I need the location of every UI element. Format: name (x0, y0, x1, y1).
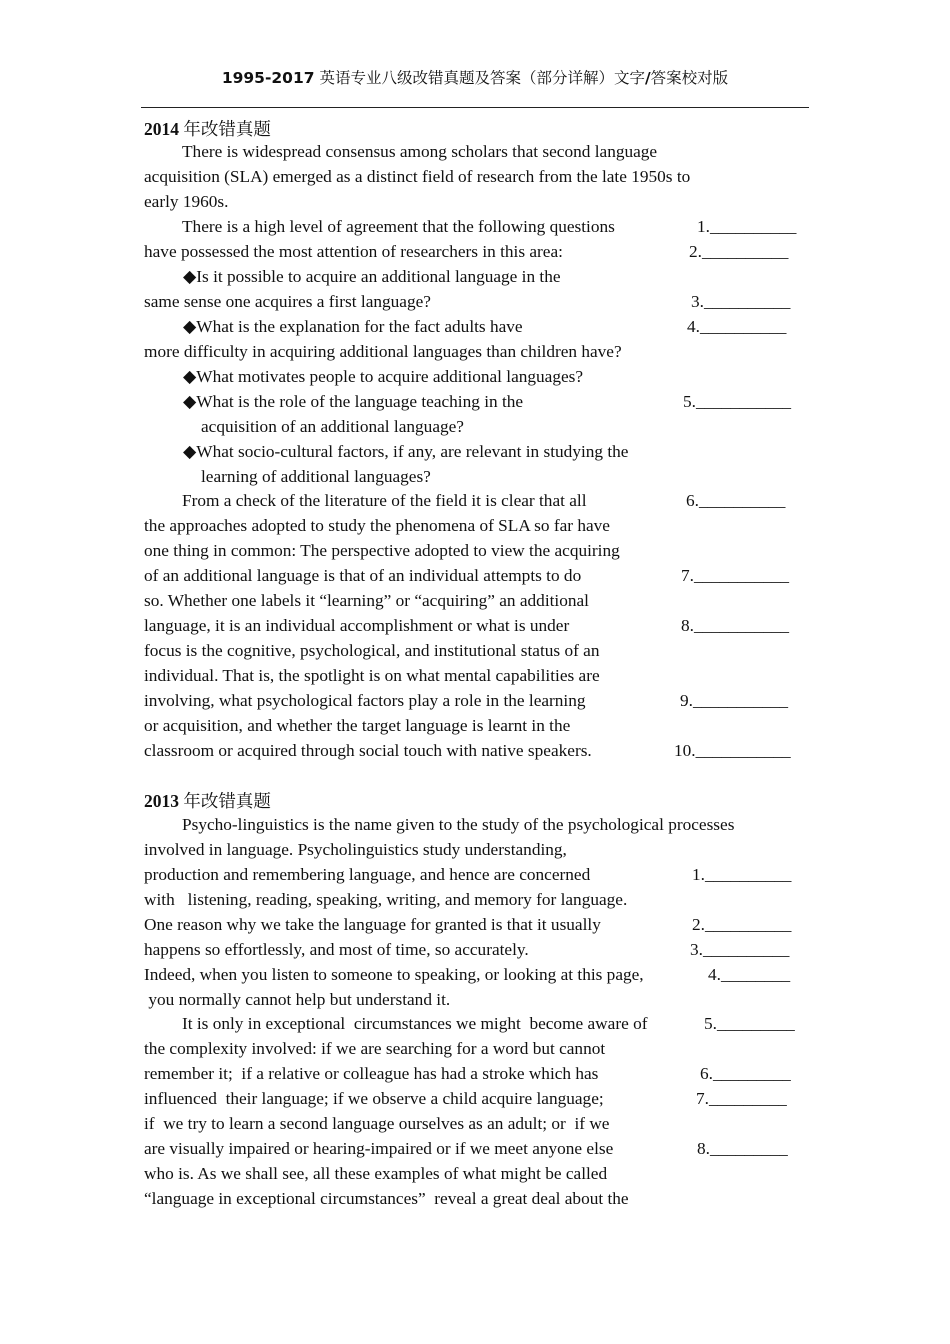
section-year: 2014 (144, 119, 179, 139)
answer-blank-8[interactable]: 8.___________ (681, 616, 790, 635)
answer-blank-10[interactable]: 10.___________ (674, 741, 791, 760)
text-line: happens so effortlessly, and most of time, so accurately. (144, 940, 529, 959)
answer-blank-4[interactable]: 4.__________ (687, 317, 787, 336)
header-slash: / (644, 69, 651, 87)
answer-blank-3[interactable]: 3.__________ (691, 292, 791, 311)
text-line: There is a high level of agreement that the following questions (182, 217, 615, 236)
text-line: Indeed, when you listen to someone to speaking, or looking at this page, (144, 965, 644, 984)
answer-blank-1[interactable]: 1.__________ (692, 865, 792, 884)
answer-blank-6[interactable]: 6.__________ (686, 491, 786, 510)
text-line: influenced their language; if we observe a child acquire language; (144, 1089, 604, 1108)
text-line: Psycho-linguistics is the name given to the study of the psychological processes (182, 815, 735, 834)
text-line: have possessed the most attention of researchers in this area: (144, 242, 563, 261)
text-line: acquisition (SLA) emerged as a distinct field of research from the late 1950s to (144, 167, 691, 186)
text-line: same sense one acquires a first language? (144, 292, 431, 311)
bullet-question: ◆What motivates people to acquire additional languages? (183, 367, 584, 386)
answer-blank-8[interactable]: 8._________ (697, 1139, 788, 1158)
section-year: 2013 (144, 791, 179, 811)
text-line: involved in language. Psycholinguistics study understanding, (144, 840, 567, 859)
text-line: the approaches adopted to study the phenomena of SLA so far have (144, 516, 610, 535)
text-line: “language in exceptional circumstances” reveal a great deal about the (144, 1189, 629, 1208)
bullet-question: ◆What is the explanation for the fact adults have (183, 317, 523, 336)
text-line: individual. That is, the spotlight is on what mental capabilities are (144, 666, 600, 685)
answer-blank-4[interactable]: 4.________ (708, 965, 791, 984)
text-line: focus is the cognitive, psychological, and institutional status of an (144, 641, 600, 660)
text-line: From a check of the literature of the field it is clear that all (182, 491, 587, 510)
text-line: more difficulty in acquiring additional languages than children have? (144, 342, 622, 361)
text-line: the complexity involved: if we are searching for a word but cannot (144, 1039, 606, 1058)
text-line: if we try to learn a second language ourselves as an adult; or if we (144, 1114, 610, 1133)
text-line: There is widespread consensus among scholars that second language (182, 142, 658, 161)
text-line: learning of additional languages? (201, 467, 431, 486)
header-years: 1995-2017 (221, 69, 315, 87)
bullet-question: ◆What is the role of the language teaching in the (183, 392, 524, 411)
section-title-2013 (144, 788, 271, 813)
answer-blank-7[interactable]: 7.___________ (681, 566, 790, 585)
section-title-2014 (144, 116, 271, 141)
text-line: production and remembering language, and hence are concerned (144, 865, 591, 884)
text-line: remember it; if a relative or colleague has had a stroke which has (144, 1064, 599, 1083)
header-tail: 答案校对版 (650, 69, 729, 87)
text-line: early 1960s. (144, 192, 229, 211)
header-title: 英语专业八级改错真题及答案（部分详解）文字 (319, 69, 645, 87)
answer-blank-9[interactable]: 9.___________ (680, 691, 789, 710)
text-line: involving, what psychological factors play a role in the learning (144, 691, 586, 710)
answer-blank-7[interactable]: 7._________ (696, 1089, 787, 1108)
answer-blank-5[interactable]: 5.___________ (683, 392, 792, 411)
text-line: classroom or acquired through social touch with native speakers. (144, 741, 592, 760)
bullet-question: ◆Is it possible to acquire an additional language in the (183, 267, 561, 286)
text-line: so. Whether one labels it “learning” or “acquiring” an additional (144, 591, 589, 610)
text-line: One reason why we take the language for granted is that it usually (144, 915, 601, 934)
answer-blank-2[interactable]: 2.__________ (689, 242, 789, 261)
section-label: 年改错真题 (183, 119, 271, 139)
text-line: or acquisition, and whether the target language is learnt in the (144, 716, 571, 735)
answer-blank-5[interactable]: 5._________ (704, 1014, 795, 1033)
text-line: you normally cannot help but understand it. (144, 990, 451, 1009)
text-line: who is. As we shall see, all these examples of what might be called (144, 1164, 608, 1183)
page-header (0, 66, 950, 88)
text-line: of an additional language is that of an individual attempts to do (144, 566, 582, 585)
answer-blank-6[interactable]: 6._________ (700, 1064, 791, 1083)
bullet-question: ◆What socio-cultural factors, if any, are relevant in studying the (183, 442, 629, 461)
text-line: one thing in common: The perspective adopted to view the acquiring (144, 541, 620, 560)
text-line: It is only in exceptional circumstances we might become aware of (182, 1014, 648, 1033)
text-line: with listening, reading, speaking, writing, and memory for language. (144, 890, 628, 909)
section-label: 年改错真题 (183, 791, 271, 811)
text-line: language, it is an individual accomplishment or what is under (144, 616, 570, 635)
text-line: acquisition of an additional language? (201, 417, 464, 436)
answer-blank-3[interactable]: 3.__________ (690, 940, 790, 959)
answer-blank-2[interactable]: 2.__________ (692, 915, 792, 934)
header-rule (141, 107, 809, 108)
answer-blank-1[interactable]: 1.__________ (697, 217, 797, 236)
text-line: are visually impaired or hearing-impaired or if we meet anyone else (144, 1139, 614, 1158)
